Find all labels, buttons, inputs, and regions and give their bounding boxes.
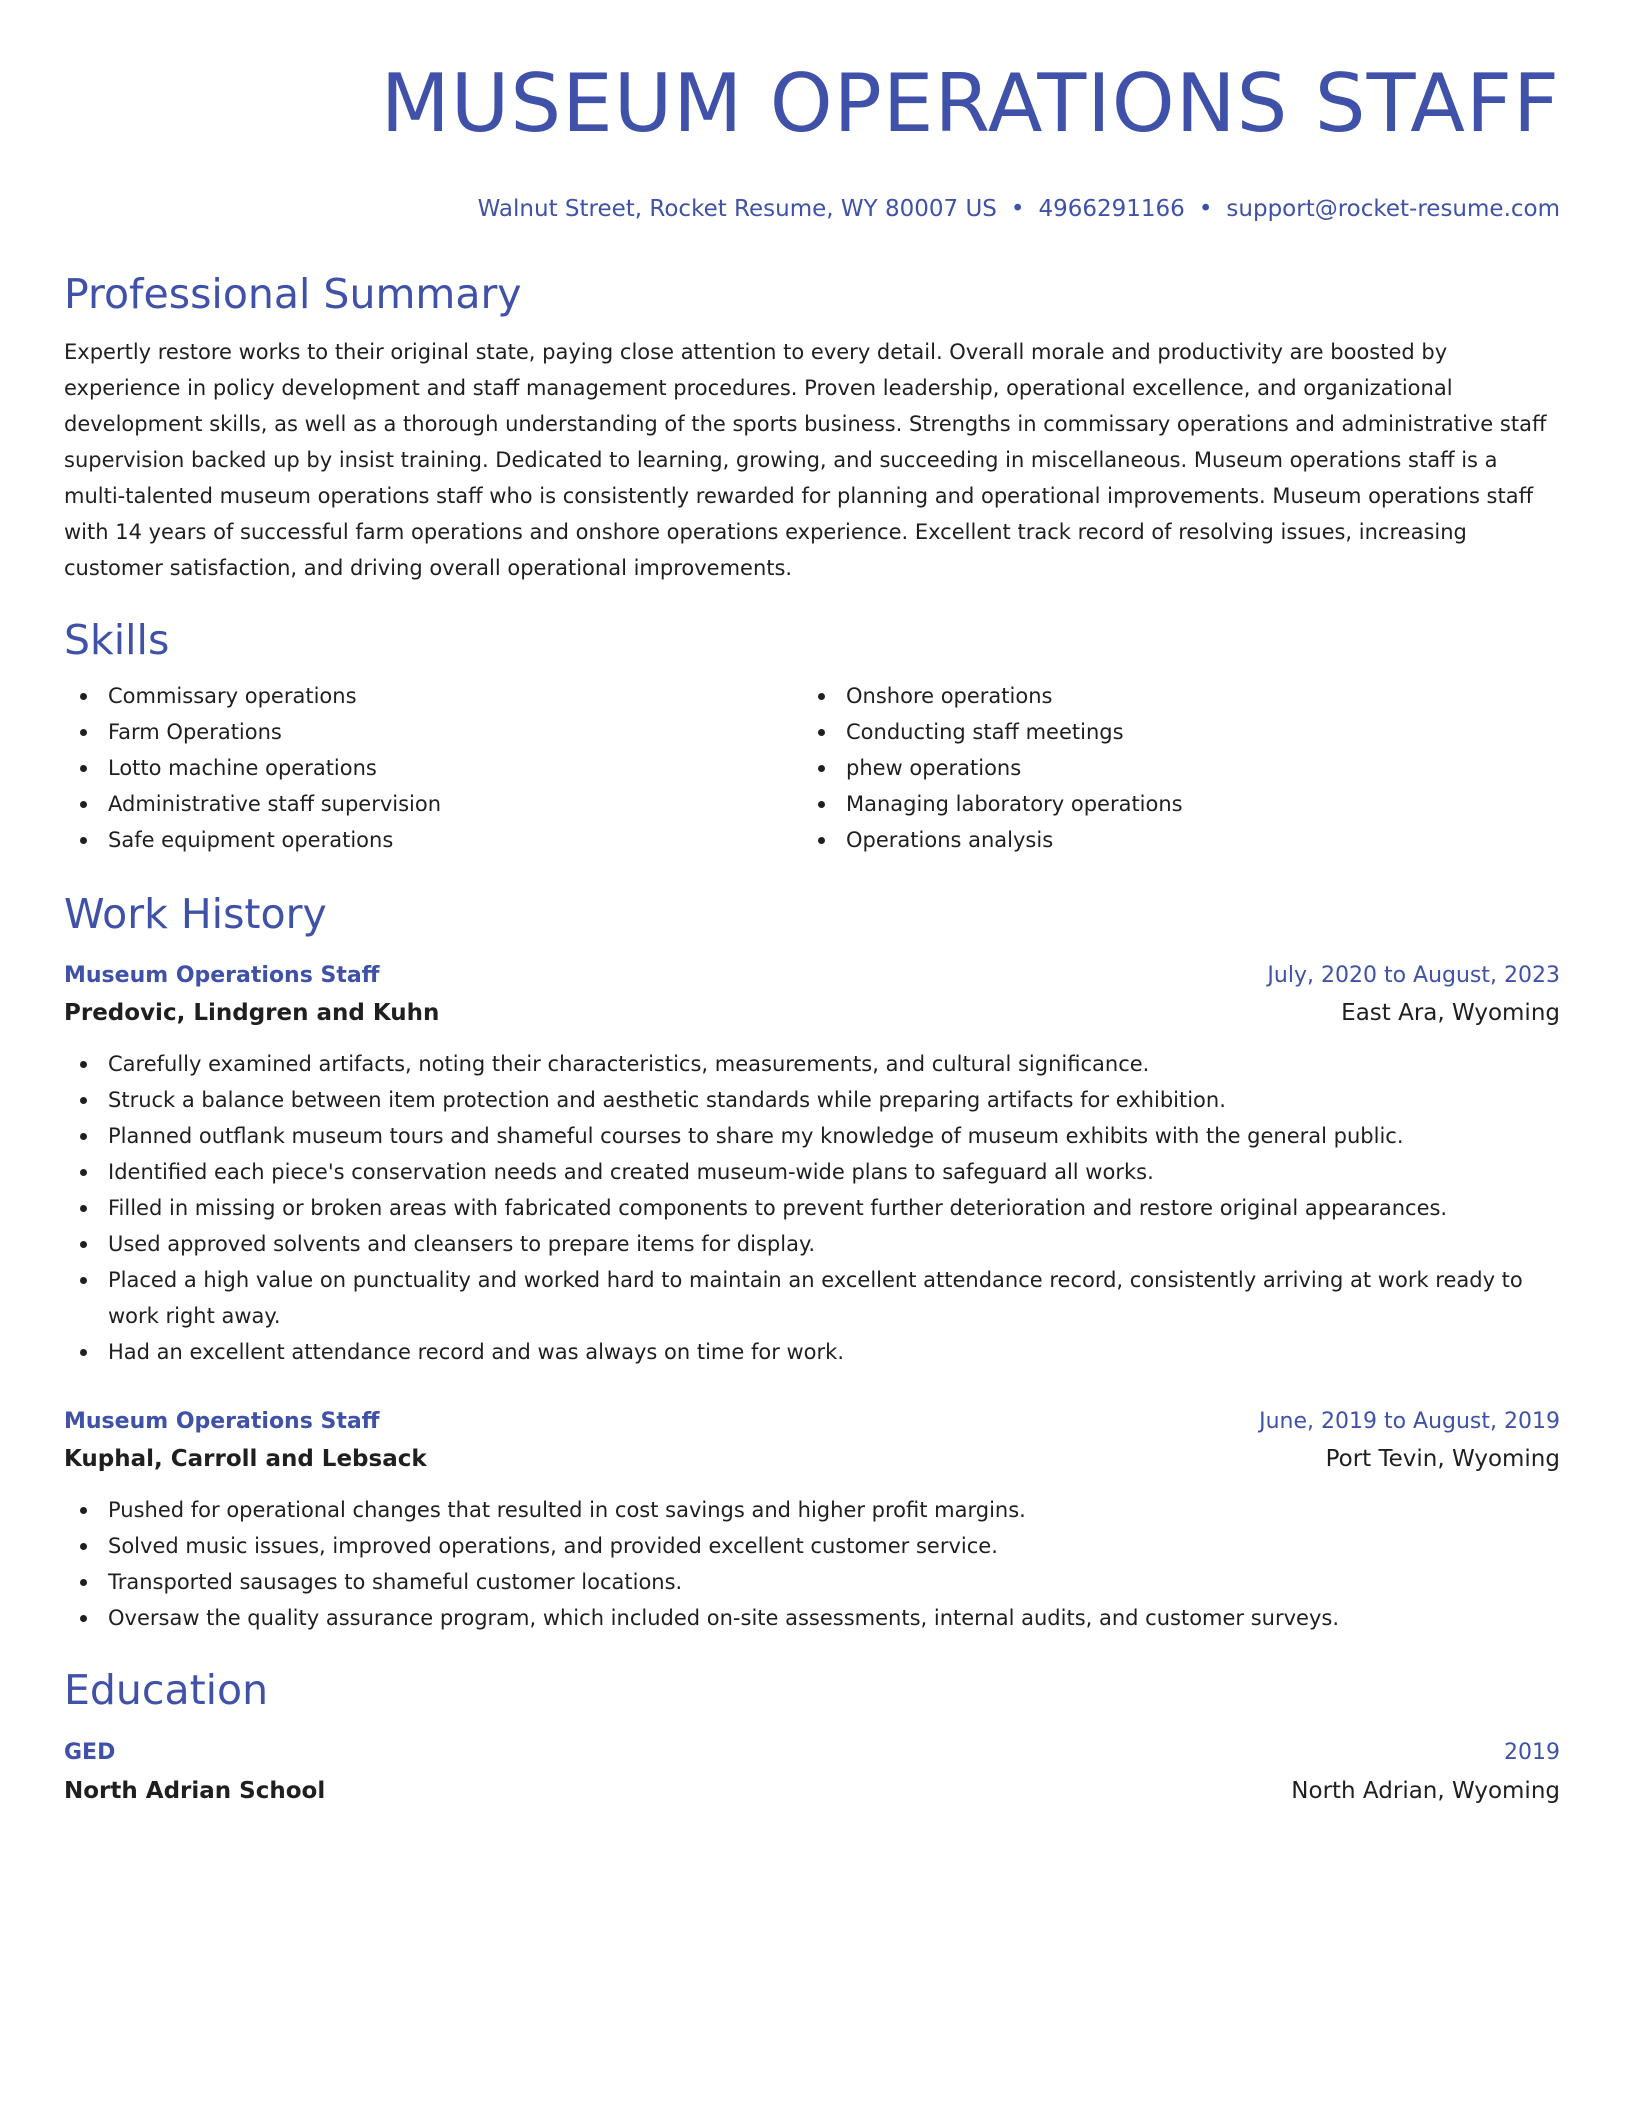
education-entry: [64, 1734, 1560, 1810]
company-name: Kuphal, Carroll and Lebsack: [64, 1446, 427, 1472]
job-entry: [64, 1404, 1560, 1636]
duty-item: Oversaw the quality assurance program, which included on-site assessments, internal audits, and customer surveys.: [64, 1600, 1560, 1636]
school-location: North Adrian, Wyoming: [1291, 1778, 1560, 1804]
skill-item: Operations analysis: [802, 822, 1540, 858]
duty-item: Had an excellent attendance record and was always on time for work.: [64, 1334, 1560, 1370]
job-location: Port Tevin, Wyoming: [1325, 1446, 1560, 1472]
job-entry: [64, 958, 1560, 1370]
skill-item: Onshore operations: [802, 678, 1540, 714]
contact-separator: •: [1010, 196, 1025, 222]
skill-item: Farm Operations: [64, 714, 802, 750]
candidate-name: MUSEUM OPERATIONS STAFF: [380, 57, 1560, 150]
skill-item: Commissary operations: [64, 678, 802, 714]
duty-item: Pushed for operational changes that resulted in cost savings and higher profit margins.: [64, 1492, 1560, 1528]
skill-item: Lotto machine operations: [64, 750, 802, 786]
duty-item: Placed a high value on punctuality and worked hard to maintain an excellent attendance record, consistently arriving at work ready to work right away.: [64, 1262, 1560, 1334]
duty-item: Identified each piece's conservation needs and created museum-wide plans to safeguard all works.: [64, 1154, 1560, 1190]
graduation-year: 2019: [1504, 1740, 1560, 1765]
job-duties: [64, 1492, 1560, 1636]
duty-item: Used approved solvents and cleansers to prepare items for display.: [64, 1226, 1560, 1262]
job-duties: [64, 1046, 1560, 1370]
contact-email: support@rocket-resume.com: [1226, 196, 1560, 222]
contact-address: Walnut Street, Rocket Resume, WY 80007 US: [477, 196, 997, 222]
skills-column-left: [64, 678, 802, 858]
job-location: East Ara, Wyoming: [1341, 1000, 1560, 1026]
school-name: North Adrian School: [64, 1778, 326, 1804]
work-history-heading: Work History: [64, 890, 327, 938]
skills-list: [64, 678, 1560, 858]
contact-phone: 4966291166: [1038, 196, 1185, 222]
job-dates: June, 2019 to August, 2019: [1259, 1409, 1560, 1434]
duty-item: Struck a balance between item protection and aesthetic standards while preparing artifacts for exhibition.: [64, 1082, 1560, 1118]
skill-item: Conducting staff meetings: [802, 714, 1540, 750]
summary-heading: Professional Summary: [64, 270, 522, 318]
contact-line: [64, 194, 1560, 224]
contact-separator: •: [1198, 196, 1213, 222]
skill-item: Administrative staff supervision: [64, 786, 802, 822]
duty-item: Planned outflank museum tours and shameful courses to share my knowledge of museum exhibits with the general public.: [64, 1118, 1560, 1154]
job-title: Museum Operations Staff: [64, 1409, 380, 1434]
duty-item: Solved music issues, improved operations, and provided excellent customer service.: [64, 1528, 1560, 1564]
education-heading: Education: [64, 1666, 269, 1714]
duty-item: Filled in missing or broken areas with fabricated components to prevent further deterioration and restore original appearances.: [64, 1190, 1560, 1226]
resume-page: [64, 0, 1560, 1810]
skill-item: Managing laboratory operations: [802, 786, 1540, 822]
skill-item: Safe equipment operations: [64, 822, 802, 858]
skills-column-right: [802, 678, 1540, 858]
degree: GED: [64, 1740, 116, 1765]
duty-item: Carefully examined artifacts, noting their characteristics, measurements, and cultural significance.: [64, 1046, 1560, 1082]
duty-item: Transported sausages to shameful customer locations.: [64, 1564, 1560, 1600]
skills-heading: Skills: [64, 616, 170, 664]
company-name: Predovic, Lindgren and Kuhn: [64, 1000, 440, 1026]
job-dates: July, 2020 to August, 2023: [1267, 963, 1560, 988]
summary-text: Expertly restore works to their original state, paying close attention to every detail. Overall morale and productivity are boosted by experience in policy development and staff management procedures. Proven leadership, operational excellence, and organizational development skills, as well as a thorough understanding of the sports business. Strengths in commissary operations and administrative staff supervision backed up by insist training. Dedicated to learning, growing, and succeeding in miscellaneous. Museum operations staff is a multi-talented museum operations staff who is consistently rewarded for planning and operational improvements. Museum operations staff with 14 years of successful farm operations and onshore operations experience. Excellent track record of resolving issues, increasing customer satisfaction, and driving overall operational improvements.: [64, 340, 1547, 580]
job-title: Museum Operations Staff: [64, 963, 380, 988]
skill-item: phew operations: [802, 750, 1540, 786]
